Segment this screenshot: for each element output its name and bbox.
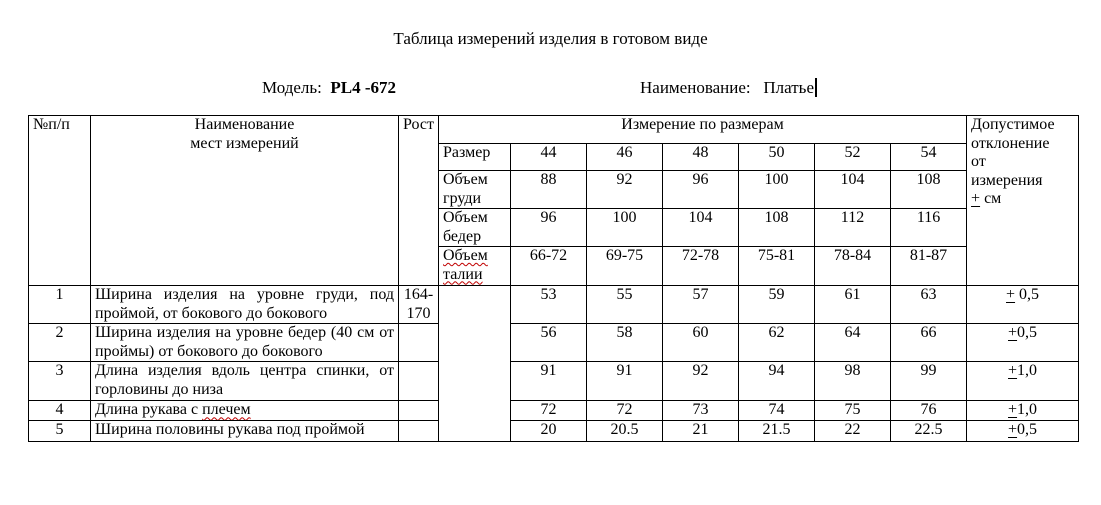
model-label: Модель:: [262, 78, 331, 97]
measure-value: 59: [739, 286, 815, 324]
size-cell: 44: [511, 144, 587, 171]
name-label: Наименование:: [640, 78, 764, 97]
waist-volume-cell: 81-87: [891, 247, 967, 286]
chest-volume-cell: 88: [511, 171, 587, 209]
measure-value: 64: [815, 324, 891, 362]
measure-value: 20: [511, 420, 587, 441]
measure-value: 21.5: [739, 420, 815, 441]
measure-value: 74: [739, 401, 815, 421]
measure-value: 91: [511, 362, 587, 401]
col-header-rost: Рост: [399, 116, 439, 286]
rost-value: [399, 362, 439, 401]
measure-value: 72: [587, 401, 663, 421]
measurement-name: Ширина изделия на уровне груди, под проймой, от бокового до бокового: [91, 286, 399, 324]
empty-label-cell: [439, 286, 511, 442]
measure-value: 60: [663, 324, 739, 362]
chest-volume-cell: 96: [663, 171, 739, 209]
col-header-name-line1: Наименование: [194, 116, 295, 133]
name-value[interactable]: Платье: [763, 78, 814, 97]
misspelled-word: плечем: [202, 401, 251, 419]
row-number: 1: [29, 286, 91, 324]
measurement-name: Ширина половины рукава под проймой: [91, 420, 399, 441]
measure-value: 72: [511, 401, 587, 421]
name-line: [640, 78, 817, 98]
chest-volume-cell: 92: [587, 171, 663, 209]
size-cell: 48: [663, 144, 739, 171]
model-value: PL4 -672: [330, 78, 396, 97]
measurement-name: Длина изделия вдоль центра спинки, от горловины до низа: [91, 362, 399, 401]
measure-value: 62: [739, 324, 815, 362]
row-number: 2: [29, 324, 91, 362]
size-cell: 54: [891, 144, 967, 171]
waist-volume-cell: 66-72: [511, 247, 587, 286]
table-row: [29, 401, 1079, 421]
hip-volume-cell: 108: [739, 209, 815, 247]
chest-volume-cell: 100: [739, 171, 815, 209]
table-row: [29, 420, 1079, 441]
measure-value: 57: [663, 286, 739, 324]
measure-value: 73: [663, 401, 739, 421]
measure-value: 55: [587, 286, 663, 324]
chest-volume-cell: 104: [815, 171, 891, 209]
hip-volume-cell: 112: [815, 209, 891, 247]
measure-value: 75: [815, 401, 891, 421]
hip-volume-label: Объем бедер: [439, 209, 511, 247]
col-header-name: [91, 116, 399, 286]
tolerance-value: + 0,5: [967, 286, 1079, 324]
measure-value: 53: [511, 286, 587, 324]
model-line: [262, 78, 396, 98]
measure-value: 99: [891, 362, 967, 401]
row-number: 3: [29, 362, 91, 401]
table-row: [29, 324, 1079, 362]
measure-value: 58: [587, 324, 663, 362]
measure-value: 56: [511, 324, 587, 362]
measurement-name: Длина рукава с плечем: [91, 401, 399, 421]
col-header-sizes-group: Измерение по размерам: [439, 116, 967, 144]
plus-minus-sign: +: [971, 190, 981, 208]
chest-volume-label: Объем груди: [439, 171, 511, 209]
hip-volume-cell: 116: [891, 209, 967, 247]
table-row: [29, 362, 1079, 401]
measure-value: 22: [815, 420, 891, 441]
measure-value: 20.5: [587, 420, 663, 441]
chest-volume-cell: 108: [891, 171, 967, 209]
size-cell: 50: [739, 144, 815, 171]
measure-value: 76: [891, 401, 967, 421]
tolerance-value: +1,0: [967, 401, 1079, 421]
rost-value: [399, 324, 439, 362]
row-number: 4: [29, 401, 91, 421]
page-title: Таблица измерений изделия в готовом виде: [393, 29, 708, 48]
hip-volume-cell: 104: [663, 209, 739, 247]
measure-value: 61: [815, 286, 891, 324]
waist-volume-cell: 75-81: [739, 247, 815, 286]
size-cell: 46: [587, 144, 663, 171]
col-header-num: №п/п: [29, 116, 91, 286]
tolerance-value: +1,0: [967, 362, 1079, 401]
measure-value: 66: [891, 324, 967, 362]
row-number: 5: [29, 420, 91, 441]
waist-volume-cell: 72-78: [663, 247, 739, 286]
col-header-name-line2: мест измерений: [190, 134, 299, 152]
measurements-table: [28, 115, 1079, 442]
waist-volume-label: Объем талии: [439, 247, 511, 286]
measure-value: 98: [815, 362, 891, 401]
size-row-label: Размер: [439, 144, 511, 171]
measure-value: 21: [663, 420, 739, 441]
text-cursor: [815, 78, 817, 97]
hip-volume-cell: 96: [511, 209, 587, 247]
measure-value: 91: [587, 362, 663, 401]
table-row: [29, 286, 1079, 324]
rost-value: [399, 420, 439, 441]
waist-volume-cell: 69-75: [587, 247, 663, 286]
col-header-tolerance: Допустимое отклонение от измерения + см: [967, 116, 1079, 286]
tolerance-value: +0,5: [967, 420, 1079, 441]
measurement-name: Ширина изделия на уровне бедер (40 см от проймы) от бокового до бокового: [91, 324, 399, 362]
waist-volume-cell: 78-84: [815, 247, 891, 286]
measure-value: 92: [663, 362, 739, 401]
measure-value: 22.5: [891, 420, 967, 441]
size-cell: 52: [815, 144, 891, 171]
measure-value: 94: [739, 362, 815, 401]
measure-value: 63: [891, 286, 967, 324]
tolerance-value: +0,5: [967, 324, 1079, 362]
hip-volume-cell: 100: [587, 209, 663, 247]
rost-value: [399, 401, 439, 421]
rost-value: 164-170: [399, 286, 439, 324]
